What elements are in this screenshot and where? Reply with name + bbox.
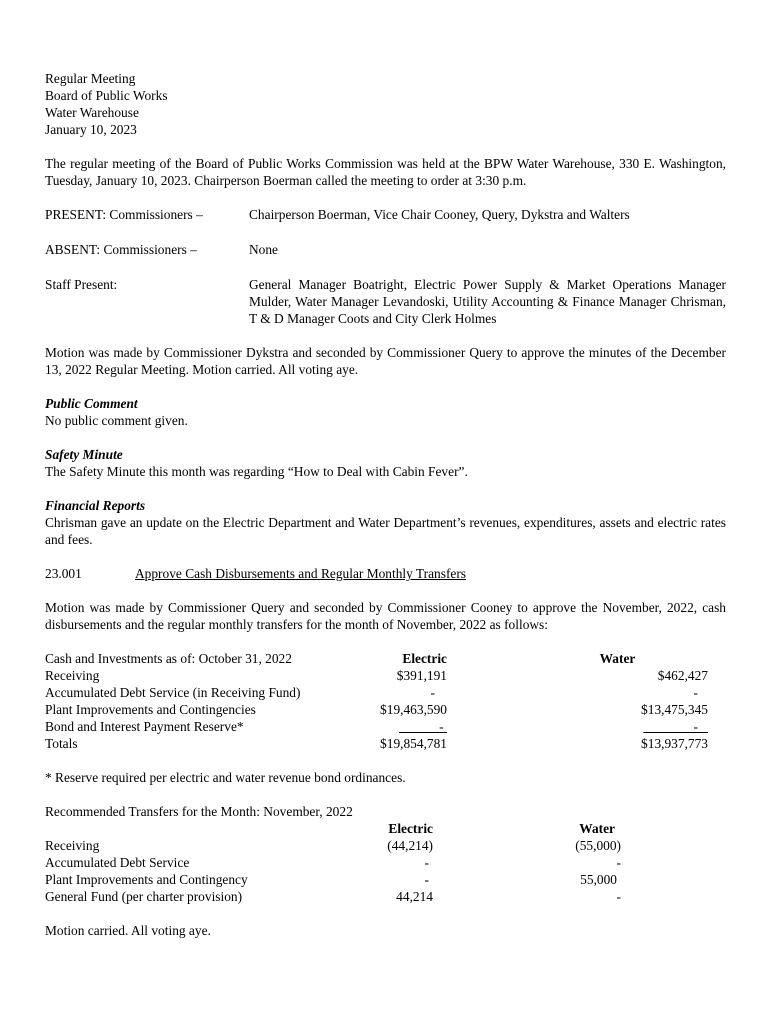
cash-row-electric: $19,463,590 [380,702,447,717]
cash-row-electric-cell [328,718,447,735]
header-line-date: January 10, 2023 [45,122,137,137]
header-line-board: Board of Public Works [45,88,168,103]
cash-row-water: $13,475,345 [641,702,708,717]
transfers-row-label: Plant Improvements and Contingency [45,872,248,887]
table-row [45,684,708,701]
cash-row-label: Totals [45,736,78,751]
cash-row-water: $462,427 [657,668,708,683]
cash-row-electric: - [430,685,435,700]
cash-table-header-label: Cash and Investments as of: October 31, 2022 [45,651,292,666]
meeting-header [45,70,726,138]
safety-minute-body: The Safety Minute this month was regarding “How to Deal with Cabin Fever”. [45,464,468,479]
minutes-content [45,70,726,939]
cash-row-electric: $391,191 [396,668,447,683]
absent-row [45,241,726,258]
closing-motion: Motion carried. All voting aye. [45,923,211,938]
financial-reports-title: Financial Reports [45,498,146,513]
safety-minute-title: Safety Minute [45,447,123,462]
staff-row [45,276,726,327]
resolution-number: 23.001 [45,566,82,581]
cash-table-col-water: Water [599,651,636,666]
financial-reports-section [45,497,726,548]
cash-row-water: $13,937,773 [641,736,708,751]
cash-row-water: - [693,685,698,700]
transfers-row-water: - [616,855,621,870]
transfers-title: Recommended Transfers for the Month: November, 2022 [45,804,353,819]
table-row [45,735,708,752]
present-value: Chairperson Boerman, Vice Chair Cooney, Query, Dykstra and Walters [249,207,630,222]
table-row [45,701,708,718]
header-line-meeting-type: Regular Meeting [45,71,136,86]
cash-investments-table [45,650,708,752]
resolution-motion-paragraph: Motion was made by Commissioner Query and seconded by Commissioner Cooney to approve the November, 2022, cash disbursements and the regular monthly transfers for the month of November, 2022 as follows: [45,600,726,632]
transfers-row-electric: 44,214 [396,889,433,904]
absent-value: None [249,242,279,257]
header-line-location: Water Warehouse [45,105,139,120]
transfers-row-electric: - [424,872,429,887]
cash-row-label: Accumulated Debt Service (in Receiving Fund) [45,685,301,700]
public-comment-section [45,395,726,429]
cash-row-water-cell [447,718,708,735]
public-comment-title: Public Comment [45,396,138,411]
table-row [45,871,621,888]
cash-row-electric-underline [399,719,447,734]
transfers-row-water: 55,000 [580,872,617,887]
cash-row-label: Plant Improvements and Contingencies [45,702,256,717]
table-row [45,854,621,871]
reserve-footnote: * Reserve required per electric and water revenue bond ordinances. [45,770,406,785]
table-row [45,837,621,854]
resolution-heading [45,565,726,582]
transfers-row-label: Receiving [45,838,100,853]
present-label: PRESENT: Commissioners – [45,207,203,222]
transfers-row-electric: - [424,855,429,870]
cash-table-col-electric: Electric [402,651,447,666]
cash-row-electric: - [439,719,444,734]
present-row [45,206,726,223]
public-comment-body: No public comment given. [45,413,188,428]
table-row [45,718,708,735]
transfers-header-row [45,820,621,837]
staff-value: General Manager Boatright, Electric Power Supply & Market Operations Manager Mulder, Water Manager Levandoski, Utility Accounting & Finance Manager Chrisman, T & D Manager Coots and City Clerk Holmes [249,277,726,326]
transfers-row-label: Accumulated Debt Service [45,855,190,870]
table-row [45,888,621,905]
cash-table-header-row [45,650,708,667]
transfers-col-water: Water [579,821,615,836]
transfers-row-electric: (44,214) [387,838,433,853]
transfers-row-label: General Fund (per charter provision) [45,889,243,904]
cash-row-water: - [693,719,698,734]
safety-minute-section [45,446,726,480]
transfers-row-water: (55,000) [575,838,621,853]
transfers-row-water: - [616,889,621,904]
financial-reports-body: Chrisman gave an update on the Electric Department and Water Department’s revenues, expenditures, assets and electric rates and fees. [45,515,726,547]
cash-row-electric: $19,854,781 [380,736,447,751]
cash-row-label: Receiving [45,668,100,683]
intro-paragraph: The regular meeting of the Board of Public Works Commission was held at the BPW Water Warehouse, 330 E. Washington, Tuesday, January 10, 2023. Chairperson Boerman called the meeting to order at 3:30 p.m. [45,156,726,188]
minutes-motion-paragraph: Motion was made by Commissioner Dykstra and seconded by Commissioner Query to approve the minutes of the December 13, 2022 Regular Meeting. Motion carried. All voting aye. [45,345,726,377]
transfers-header-spacer [45,820,365,837]
staff-label: Staff Present: [45,277,118,292]
resolution-title: Approve Cash Disbursements and Regular Monthly Transfers [135,566,467,581]
table-row [45,667,708,684]
cash-row-water-underline [643,719,708,734]
transfers-table [45,820,621,905]
absent-label: ABSENT: Commissioners – [45,242,197,257]
cash-row-label: Bond and Interest Payment Reserve* [45,719,244,734]
transfers-col-electric: Electric [388,821,433,836]
